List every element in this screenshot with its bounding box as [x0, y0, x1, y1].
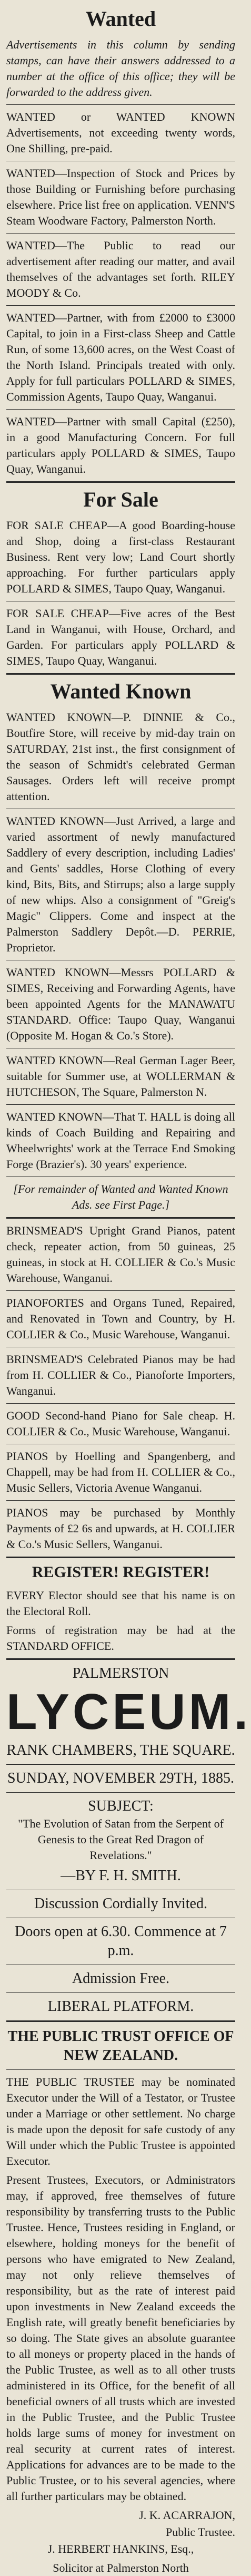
- section-divider: [6, 1217, 235, 1219]
- section-divider: [6, 481, 235, 483]
- public-trust-agent-1: J. HERBERT HANKINS, Esq.,: [47, 2542, 194, 2555]
- wanted-known-header: Wanted Known: [50, 679, 192, 703]
- public-trust-signoff-2: Public Trustee.: [165, 2525, 235, 2539]
- remainder-note: [For remainder of Wanted and Wanted Known Ads. see First Page.]: [13, 1182, 228, 1211]
- public-trust-body-1: THE PUBLIC TRUSTEE may be nominated Executor under the Will of a Testator, or Trustee under a Marriage or other settlement. No charge is made upon the deposit for safe custody of any Will under which the Public Trustee is appointed Executor.: [6, 2075, 235, 2167]
- divider: [6, 1104, 235, 1105]
- register-body: EVERY Elector should see that his name is on the Electoral Roll.: [6, 1589, 235, 1618]
- divider: [6, 2069, 235, 2070]
- divider: [6, 1992, 235, 1993]
- wanted-ad: WANTED—Partner with small Capital (£250), in a good Manufacturing Concern. For full particulars apply POLLARD & SIMES, Taupo Quay, Wanganui.: [6, 415, 235, 475]
- public-trust-agent-2: Solicitor at Palmerston North: [53, 2561, 189, 2574]
- public-trust-body-2: Present Trustees, Executors, or Administrators may, if approved, free themselves of future responsibility by transferring trusts to the Public Trustee. Hence, Trustees residing in England, or elsewhere, holding moneys for the benefit of persons who have emigrated to New Zealand, may not only relieve themselves of responsibility, but as the rate of interest paid upon investments in New Zealand exceeds the English rate, will greatly benefit beneficiaries by so doing. The State gives an absolute guarantee to all moneys or property placed in the hands of the Public Trustee, as well as to all other trusts administered in its Office, for the benefit of all beneficial owners of all trusts which are invested in the Public Trustee, and the Public Trustee holds large sums of money for investment on real security at current rates of interest. Applications for advances are to be made to the Public Trustee, or to his several agencies, where all further particulars may be obtained.: [6, 2173, 235, 2503]
- public-trust-signoff-1: J. K. ACARRAJON,: [139, 2509, 235, 2522]
- lyceum-doors: Doors open at 6.30. Commence at 7 p.m.: [15, 1923, 227, 1959]
- divider: [6, 233, 235, 234]
- public-trust-title: THE PUBLIC TRUST OFFICE OF NEW ZEALAND.: [7, 2028, 234, 2064]
- divider: [6, 1290, 235, 1291]
- divider: [6, 409, 235, 410]
- piano-ad: BRINSMEAD'S Celebrated Pianos may be had from H. COLLIER & Co., Pianoforte Importers, Wanganui.: [6, 1353, 235, 1397]
- wanted-ad: WANTED—Partner, with from £2000 to £3000 Capital, to join in a First-class Sheep and Cattle Run, of some 13,600 acres, on the West Coast of the North Island. Principals treated with only. Apply for full particulars POLLARD & SIMES, Commission Agents, Taupo Quay, Wanganui.: [6, 311, 235, 403]
- section-divider: [6, 1557, 235, 1558]
- lyceum-date: SUNDAY, NOVEMBER 29TH, 1885.: [7, 1770, 234, 1786]
- for-sale-ad: FOR SALE CHEAP—A good Boarding-house and Shop, doing a first-class Restaurant Business. Rent very low; Land Court shortly approaching. For further particulars apply POLLARD & SIMES, Taupo Quay, Wanganui.: [6, 519, 235, 595]
- wanted-known-ad: WANTED KNOWN—Just Arrived, a large and varied assortment of newly manufactured Saddlery of every description, including Ladies' and Gents' saddles, Horse Clothing of every kind, Bits, Bits, and Stirrups; also a large supply of new whips. Also a consignment of "Greig's Magic" Clippers. Come and inspect at the Palmerston Saddlery Depôt.—D. PERRIE, Proprietor.: [6, 814, 235, 954]
- lyceum-subject-label: SUBJECT:: [88, 1798, 154, 1814]
- lyceum-discussion: Discussion Cordially Invited.: [34, 1895, 207, 1912]
- divider: [6, 1403, 235, 1404]
- piano-ad: PIANOS by Hoelling and Spangenberg, and Chappell, may be had from H. COLLIER & Co., Music Sellers, Victoria Avenue Wanganui.: [6, 1450, 235, 1494]
- piano-ad: PIANOS may be purchased by Monthly Payments of £2 6s and upwards, at H. COLLIER & Co.'s Music Sellers, Wanganui.: [6, 1506, 235, 1551]
- wanted-header: Wanted: [85, 7, 156, 31]
- lyceum-admission: Admission Free.: [72, 1970, 170, 1987]
- for-sale-header: For Sale: [83, 488, 158, 511]
- lyceum-town: PALMERSTON: [72, 1665, 169, 1681]
- wanted-known-ad: WANTED KNOWN—Messrs POLLARD & SIMES, Receiving and Forwarding Agents, have been appointed Agents for the MANAWATU STANDARD. Office: Taupo Quay, Wanganui (Opposite M. Hogan & Co.'s Store).: [6, 966, 235, 1042]
- section-divider: [6, 673, 235, 675]
- wanted-ad: WANTED—Inspection of Stock and Prices by those Building or Furnishing before purchasing elsewhere. Price list free on application. VENN'S Steam Woodware Factory, Palmerston North.: [6, 167, 235, 227]
- piano-ad: PIANOFORTES and Organs Tuned, Repaired, and Renovated in Town and Country, by H. COLLIER & Co., Music Warehouse, Wanganui.: [6, 1296, 235, 1341]
- divider: [6, 1764, 235, 1765]
- for-sale-ad: FOR SALE CHEAP—Five acres of the Best Land in Wanganui, with House, Orchard, and Garden. For particulars apply POLLARD & SIMES, Taupo Quay, Wanganui.: [6, 607, 235, 667]
- wanted-known-ad: WANTED KNOWN—That T. HALL is doing all kinds of Coach Building and Repairing and Wheelwrights' work at the Terrace End Smoking Forge (Brazier's). 30 years' experience.: [6, 1110, 235, 1171]
- wanted-known-ad: WANTED KNOWN—Real German Lager Beer, suitable for Summer use, at WOLLERMAN & HUTCHESON, The Square, Palmerston N.: [6, 1054, 235, 1099]
- wanted-ad: WANTED or WANTED KNOWN Advertisements, not exceeding twenty words, One Shilling, pre-paid.: [6, 110, 235, 155]
- divider: [6, 104, 235, 105]
- wanted-known-ad: WANTED KNOWN—P. DINNIE & Co., Boutfire Store, will receive by mid-day train on SATURDAY, 21st inst., the first consignment of the season of Schmidt's celebrated German Sausages. Orders left will receive prompt attention.: [6, 711, 235, 803]
- section-divider: [6, 1658, 235, 1660]
- wanted-note: Advertisements in this column by sending stamps, can have their answers addressed to a number at the office of this office; they will be forwarded to the address given.: [6, 38, 235, 99]
- lyceum-subject: "The Evolution of Satan from the Serpent of Genesis to the Great Red Dragon of Revelations.": [18, 1817, 224, 1862]
- wanted-ad: WANTED—The Public to read our advertisement after reading our matter, and avail themselves of the advantages set forth. RILEY MOODY & Co.: [6, 239, 235, 299]
- divider: [6, 1500, 235, 1501]
- lyceum-venue: RANK CHAMBERS, THE SQUARE.: [6, 1742, 235, 1758]
- section-divider: [6, 2020, 235, 2022]
- lyceum-by: —BY F. H. SMITH.: [61, 1868, 181, 1884]
- piano-ad: GOOD Second-hand Piano for Sale cheap. H. COLLIER & Co., Music Warehouse, Wanganui.: [6, 1409, 235, 1438]
- piano-ad: BRINSMEAD'S Upright Grand Pianos, patent check, repeater action, from 50 guineas, 25 guineas, in stock at H. COLLIER & Co.'s Music Warehouse, Wanganui.: [6, 1224, 235, 1285]
- register-note: Forms of registration may be had at the STANDARD OFFICE.: [6, 1624, 235, 1652]
- lyceum-ad: [6, 1664, 251, 2016]
- register-title: REGISTER! REGISTER!: [32, 1563, 210, 1581]
- divider: [6, 305, 235, 306]
- lyceum-title: LYCEUM.: [6, 1684, 251, 1740]
- divider: [6, 1792, 235, 1793]
- lyceum-platform: LIBERAL PLATFORM.: [47, 1998, 194, 2015]
